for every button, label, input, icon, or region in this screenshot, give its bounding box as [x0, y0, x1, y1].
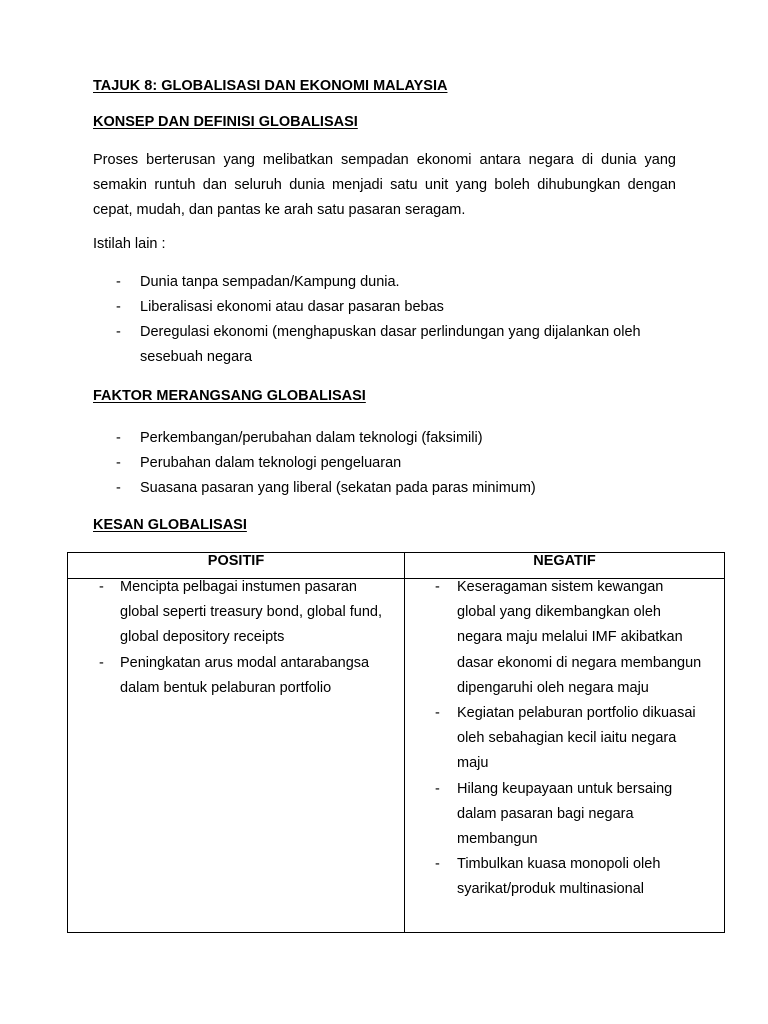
list-item	[68, 651, 404, 701]
dash-bullet: -	[116, 299, 121, 315]
dash-bullet: -	[435, 780, 440, 797]
list-item	[68, 575, 404, 651]
dash-bullet: -	[116, 455, 121, 471]
list-item	[93, 270, 676, 295]
list-item	[93, 476, 676, 501]
dash-bullet: -	[435, 579, 440, 595]
dash-bullet: -	[435, 856, 440, 873]
dash-bullet: -	[116, 430, 121, 446]
dash-bullet: -	[116, 274, 121, 290]
positif-item-text: Peningkatan arus modal antarabangsa dalam bentuk pelaburan portfolio	[120, 654, 370, 696]
list-item	[93, 320, 676, 370]
istilah-item-text: Liberalisasi ekonomi atau dasar pasaran bebas	[140, 299, 444, 315]
faktor-item-text: Perkembangan/perubahan dalam teknologi (faksimili)	[140, 430, 483, 446]
faktor-heading: FAKTOR MERANGSANG GLOBALISASI	[93, 388, 366, 404]
positif-list	[68, 575, 404, 701]
kesan-heading: KESAN GLOBALISASI	[93, 517, 247, 533]
faktor-item-text: Suasana pasaran yang liberal (sekatan pada paras minimum)	[140, 480, 536, 496]
list-item	[93, 451, 676, 476]
positif-cell	[68, 579, 405, 933]
negatif-item-text: Timbulkan kuasa monopoli oleh syarikat/produk multinasional	[457, 856, 661, 898]
negatif-cell	[405, 579, 725, 933]
dash-bullet: -	[435, 705, 440, 722]
list-item	[93, 295, 676, 320]
dash-bullet: -	[116, 480, 121, 496]
negatif-list	[405, 575, 724, 903]
konsep-heading: KONSEP DAN DEFINISI GLOBALISASI	[93, 114, 358, 130]
list-item	[405, 852, 724, 902]
istilah-label: Istilah lain :	[93, 236, 166, 252]
list-item	[93, 426, 676, 451]
konsep-paragraph: Proses berterusan yang melibatkan sempadan ekonomi antara negara di dunia yang semakin runtuh dan seluruh dunia menjadi satu unit yang boleh dihubungkan dengan cepat, mudah, dan pantas ke arah satu pasaran seragam.	[93, 152, 676, 218]
dash-bullet: -	[99, 579, 104, 595]
istilah-list	[93, 270, 676, 370]
negatif-item-text: Hilang keupayaan untuk bersaing dalam pasaran bagi negara membangun	[457, 780, 673, 848]
kesan-table	[67, 552, 725, 933]
negatif-item-text: Kegiatan pelaburan portfolio dikuasai oleh sebahagian kecil iaitu negara maju	[457, 705, 696, 772]
faktor-item-text: Perubahan dalam teknologi pengeluaran	[140, 455, 402, 471]
document-page	[93, 76, 676, 551]
dash-bullet: -	[116, 324, 121, 340]
istilah-item-text: Dunia tanpa sempadan/Kampung dunia.	[140, 274, 400, 290]
negatif-header: NEGATIF	[405, 553, 725, 579]
page-title: TAJUK 8: GLOBALISASI DAN EKONOMI MALAYSIA	[93, 78, 448, 94]
positif-header: POSITIF	[68, 553, 405, 579]
list-item	[405, 777, 724, 853]
list-item	[405, 701, 724, 777]
negatif-item-text: Keseragaman sistem kewangan global yang dikembangkan oleh negara maju melalui IMF akibatkan dasar ekonomi di negara membangun dipengaruhi oleh negara maju	[457, 579, 702, 696]
table-row	[68, 579, 725, 933]
faktor-list	[93, 426, 676, 501]
istilah-item-text: Deregulasi ekonomi (menghapuskan dasar perlindungan yang dijalankan oleh sesebuah negara	[140, 324, 641, 365]
dash-bullet: -	[99, 654, 104, 671]
positif-item-text: Mencipta pelbagai instumen pasaran global seperti treasury bond, global fund, global depository receipts	[120, 579, 382, 646]
list-item	[405, 575, 724, 701]
